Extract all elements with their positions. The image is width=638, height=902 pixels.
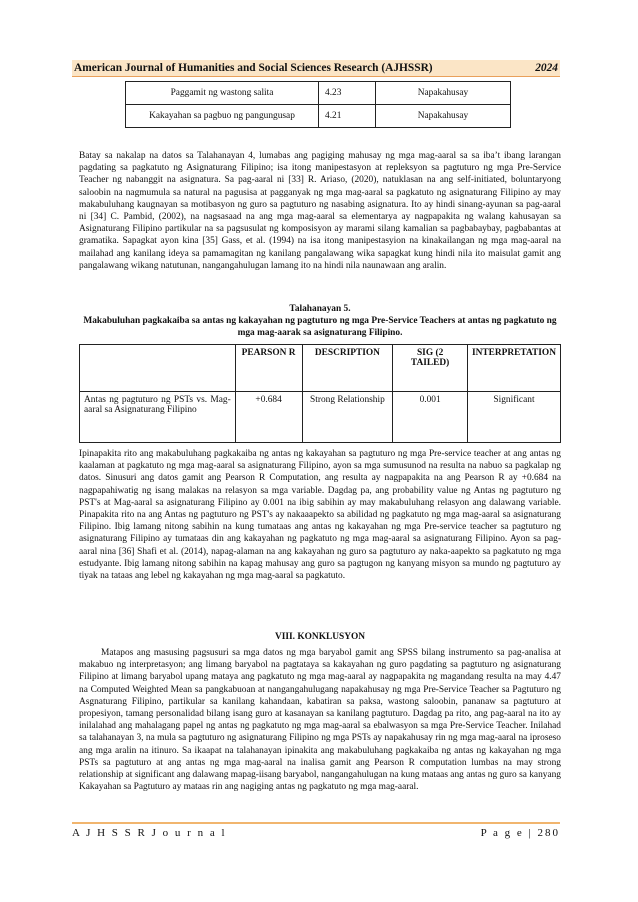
- table5-title: Talahanayan 5.: [289, 304, 351, 314]
- paragraph-discussion-table5: Ipinapakita rito ang makabuluhang pagkakaiba ng antas ng kakayahan sa pagtuturo ng mga Pre-service teacher at ang antas ng kaalaman at pagkatuto ng mga mag-aaral sa asignaturang Filipino, ayon sa mga sumusunod na resulta na nabuo sa pagkalap ng datos. Sinusuri ang datos gamit ang Pearson R Computation, ang resulta ay nagpapakita na ang Pearson R ay +0.684 na nagpapahiwatig ng isang malakas na relasyon sa mga variable. Dagdag pa, ang probability value ng Antas ng pagtuturo ng PST's at Mag-aaral sa asignaturang Filipino ay 0.001 na ibig sabihin ay may makabuluhang relasyon ang dalawang variable. Pinapakita rito na ang Antas ng pagtuturo ng PST's ay nakaaapekto sa abilidad ng pagkatuto ng mga mag-aaral sa asignaturang Filipino. Ibig lamang nitong sabihin na kung tumataas ang antas ng kakayahan ng mga Pre-service teacher sa pagtuturo ng asignaturang Filipino ay tumataas din ang kakayahan ng pagkatuto ng mga mag-aaral sa asignaturang Filipino. Ayon sa pag-aaral nina [36] Shafi et al. (2014), napag-alaman na ang kakayahan ng guro sa pagtuturo ay naka-aapekto sa pagkatuto ng mga estudyante. Ibig lamang nitong sabihin na kapag mahusay ang guro sa pagtugon ng kanyang misyon sa mundo ng pagtuturo ay tiyak na tataas ang lebel ng kakayahan ng mga mag-aaral sa pagkatuto.: [79, 449, 561, 582]
- table-row: [80, 392, 561, 443]
- table-header-cell: INTERPRETATION: [467, 345, 560, 392]
- table-cell: Paggamit ng wastong salita: [126, 82, 319, 105]
- section-heading: VIII. KONKLUSYON: [274, 632, 366, 642]
- table-cell: Strong Relationship: [302, 392, 393, 443]
- table-cell: Kakayahan sa pagbuo ng pangungusap: [126, 105, 319, 128]
- table-row: [126, 82, 511, 105]
- table-header-cell: [80, 345, 236, 392]
- table-cell: 0.001: [393, 392, 468, 443]
- table-cell: 4.23: [319, 82, 376, 105]
- table-header-row: [80, 345, 561, 392]
- table-cell: +0.684: [235, 392, 302, 443]
- table-row: [126, 105, 511, 128]
- footer-journal: A J H S S R J o u r n a l: [72, 827, 227, 839]
- table-cell: 4.21: [319, 105, 376, 128]
- table-4-continuation: [125, 81, 511, 128]
- page-footer: [72, 822, 560, 839]
- table-cell: Napakahusay: [376, 82, 511, 105]
- paragraph-discussion-table4: Batay sa nakalap na datos sa Talahanayan 4, lumabas ang pagiging mahusay ng mga mag-aaral sa sa iba’t ibang larangan pagdating sa pagkatuto ng Asignaturang Filipino; isa itong manipestasyon at repleksyon sa pagtuturo ng mga Pre-Service Teacher ng nabanggit na asignatura. Sa pag-aaral ni [33] R. Ariaso, (2020), natuklasan na ang self-initiated, boluntaryong saloobin na nagmumula sa natural na pagusisa at pagganyak ng mga mag-aaral sa pagkatuto ng asignaturang Filipino ay may makabuluhang kaugnayan sa motibasyon ng guro sa pagtuturo ng nasabing asignatura. Ito ay hindi sinang-ayunan sa pag-aaral ni [34] C. Pambid, (2002), na nagsasaad na ang mga mag-aaral sa elementarya ay nagpapakita ng walang kahusayan sa Asignaturang Filipino partikular na sa pagsusulat ng komposisyon ay marami silang kamalian sa pagbabaybay, pagbabantas at gramatika. Sapagkat ayon kina [35] Gass, et al. (1994) na isa itong manipestasyion na kinakailangan ng mga mag-aaral na mailahad ang kanilang ideya sa pamamagitan ng kanilang pangalawang wika sapagkat kung hindi nila ito maisulat gamit ang pangalawang wikang natutunan, nangangahulugan lamang ito na hindi nila naunawaan ang aralin.: [79, 151, 561, 271]
- page-number: P a g e | 280: [480, 827, 560, 839]
- table-5: [79, 344, 561, 443]
- paragraph-conclusion: Matapos ang masusing pagsusuri sa mga datos ng mga baryabol gamit ang SPSS bilang instrumento sa pag-analisa at makabuo ng interpretasyon; ang limang baryabol na pagtataya sa kakayahan ng guro pagdating sa pagtuturo ng asignaturang Filipino at limang baryabol upang mataya ang pagkatuto ng mga mag-aaral ay nagpapakita ng magandang resulta na may 4.47 na Computed Weighted Mean sa pangkabuoan at nangangahulugang napakahusay ng mga Pre-Service Teacher sa Pagtuturo ng Asgnaturang Filipino, partikular sa kanilang kahandaan, kabatiran sa paksa, wastong saloobin, pananaw sa pagtuturo at propesiyon, tamang personalidad bilang isang guro at kasanayan sa kanilang pagtuturo. Dagdag pa rito, ang pag-aaral na ito ay inilalahad ang mahalagang papel ng antas ng pagkatuto ng mga mag-aaral sa ebalwasyon sa mga Pre-Service Teacher. Inilahad sa talahanayan 3, na mula sa pagtuturo ng asignaturang Filipino ng mga PSTs ay napakahusay rin ng mga mag-aaral na iproseso ang mga aralin na itinuro. Sa ikaapat na talahanayan ipinakita ang makabuluhang pagkakaiba ng antas ng kakayahan ng mga PSTs sa pagtuturo at ang antas ng mga mag-aaral na inalisa gamit ang Pearson R computation lumbas na may strong relationship at significant ang dalawang mapag-iisang baryabol, nangangahulugan na kung mataas ang antas ng guro sa kanyang Kakayahan sa Pagtuturo ay mataas rin ang nagiging antas ng pagkatuto ng mga mag-aaral.: [79, 648, 561, 793]
- journal-title: American Journal of Humanities and Social Sciences Research (AJHSSR): [74, 62, 433, 74]
- journal-year: 2024: [535, 62, 558, 74]
- table-cell: Napakahusay: [376, 105, 511, 128]
- table-header-cell: SIG (2 TAILED): [393, 345, 468, 392]
- journal-header: [72, 60, 560, 77]
- table-header-cell: PEARSON R: [235, 345, 302, 392]
- table-cell: Antas ng pagtuturo ng PSTs vs. Mag-aaral sa Asignaturang Filipino: [80, 392, 236, 443]
- table-header-cell: DESCRIPTION: [302, 345, 393, 392]
- table-cell: Significant: [467, 392, 560, 443]
- table5-caption: Makabuluhan pagkakaiba sa antas ng kakayahan ng pagtuturo ng mga Pre-Service Teachers at antas ng pagkatuto ng mga mag-aarak sa asignaturang Filipino.: [83, 316, 557, 339]
